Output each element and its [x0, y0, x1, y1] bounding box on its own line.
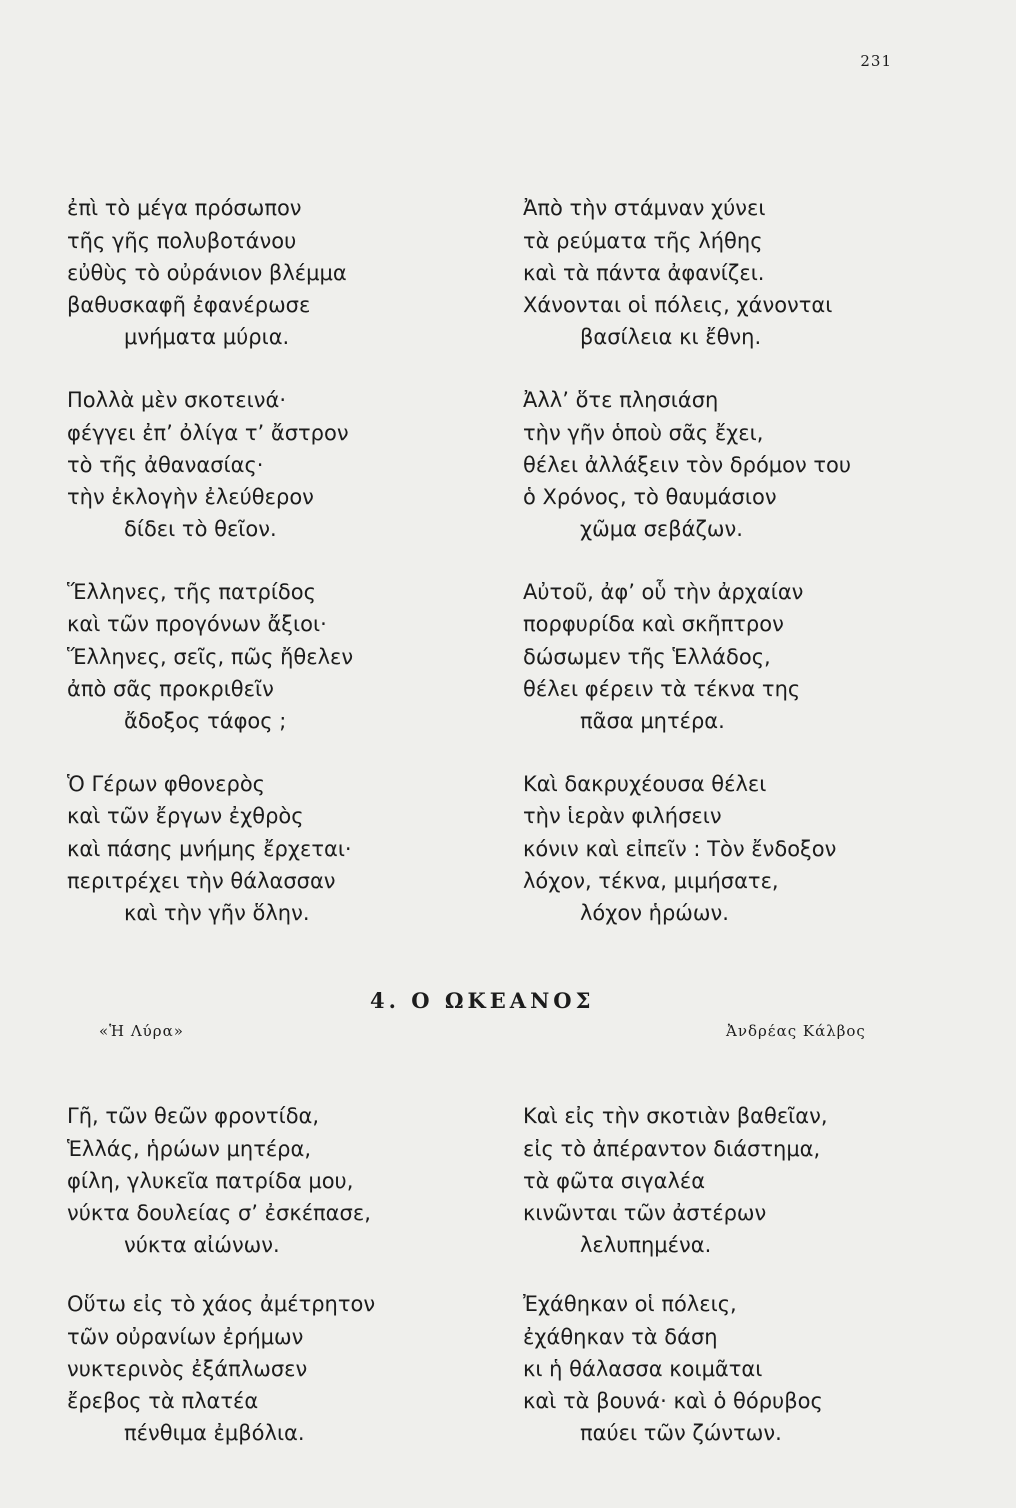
poem-column-top-left	[67, 128, 353, 1073]
poem-line: νυκτερινὸς ἐξάπλωσεν	[67, 1356, 308, 1381]
poem-line: καὶ τὰ βουνά· καὶ ὁ θόρυβος	[523, 1388, 823, 1413]
poem-line: λελυπημένα.	[580, 1233, 712, 1258]
poem-line: Ἀλλ’ ὅτε πλησιάση	[523, 388, 719, 413]
poem-line: εὐθὺς τὸ οὐράνιον βλέμμα	[67, 260, 347, 285]
poem-line: τὸ τῆς ἀθανασίας·	[67, 452, 264, 477]
poem-line: μνήματα μύρια.	[124, 325, 290, 350]
poem-line: δώσωμεν τῆς Ἑλλάδος,	[523, 644, 771, 669]
stanza-group	[523, 192, 866, 929]
poem-line: τὴν ἐκλογὴν ἐλεύθερον	[67, 484, 314, 509]
poem-line: δίδει τὸ θεῖον.	[124, 517, 277, 542]
poem-line: ἄδοξος τάφος ;	[124, 709, 287, 734]
poem-line: πᾶσα μητέρα.	[580, 709, 725, 734]
poem-line: νύκτα αἰώνων.	[124, 1233, 280, 1258]
stanza	[523, 1100, 828, 1261]
poem-line: λόχον, τέκνα, μιμήσατε,	[523, 868, 779, 893]
stanza	[523, 1288, 828, 1449]
poem-column-bottom-left	[67, 1036, 375, 1508]
poem-line: θέλει ἀλλάξειν τὸν δρόμον του	[523, 452, 852, 477]
poem-line: τὰ ρεύματα τῆς λήθης	[523, 228, 763, 253]
poem-line: χῶμα σεβάζων.	[580, 517, 743, 542]
poem-line: περιτρέχει τὴν θάλασσαν	[67, 868, 336, 893]
stanza	[67, 1288, 375, 1449]
poem-line: Πολλὰ μὲν σκοτεινά·	[67, 388, 287, 413]
stanza	[67, 1100, 375, 1261]
stanza	[67, 768, 353, 929]
poem-line: Καὶ δακρυχέουσα θέλει	[523, 772, 767, 797]
poem-line: τὴν ἱερὰν φιλήσειν	[523, 804, 722, 829]
poem-line: τῶν οὐρανίων ἐρήμων	[67, 1324, 304, 1349]
poem-line: Χάνονται οἱ πόλεις, χάνονται	[523, 292, 833, 317]
poem-line: Οὕτω εἰς τὸ χάος ἀμέτρητον	[67, 1292, 376, 1317]
poem-line: Ἀπὸ τὴν στάμναν χύνει	[523, 196, 766, 221]
stanza	[523, 576, 866, 737]
poem-line: βασίλεια κι ἔθνη.	[580, 325, 762, 350]
poem-line: Καὶ εἰς τὴν σκοτιὰν βαθεῖαν,	[523, 1104, 828, 1129]
poem-line: ὁ Χρόνος, τὸ θαυμάσιον	[523, 484, 777, 509]
poem-line: φέγγει ἐπ’ ὀλίγα τ’ ἄστρον	[67, 420, 349, 445]
poem-line: καὶ τῶν ἔργων ἐχθρὸς	[67, 804, 304, 829]
poem-line: Ἕλληνες, τῆς πατρίδος	[67, 580, 316, 605]
poem-line: τῆς γῆς πολυβοτάνου	[67, 228, 297, 253]
poem-line: τὰ φῶτα σιγαλέα	[523, 1168, 706, 1193]
stanza-group	[67, 192, 353, 929]
poem-line: κινῶνται τῶν ἀστέρων	[523, 1200, 767, 1225]
poem-line: καὶ τῶν προγόνων ἄξιοι·	[67, 612, 327, 637]
page-number: 231	[860, 52, 892, 70]
poem-line: ἔρεβος τὰ πλατέα	[67, 1388, 259, 1413]
stanza-group	[523, 1100, 828, 1449]
poem-line: κόνιν καὶ εἰπεῖν : Τὸν ἔνδοξον	[523, 836, 837, 861]
poem-line: Ἑλλάς, ἡρώων μητέρα,	[67, 1136, 312, 1161]
poem-line: Ὁ Γέρων φθονερὸς	[67, 772, 265, 797]
poem-line: καὶ τὴν γῆν ὅλην.	[124, 900, 310, 925]
poem-line: ἐπὶ τὸ μέγα πρόσωπον	[67, 196, 302, 221]
poem-line: Ἐχάθηκαν οἱ πόλεις,	[523, 1292, 737, 1317]
stanza	[67, 192, 353, 353]
poem-column-bottom-right	[523, 1036, 828, 1508]
poem-line: καὶ τὰ πάντα ἀφανίζει.	[523, 260, 765, 285]
poem-line: λόχον ἡρώων.	[580, 900, 729, 925]
stanza	[67, 384, 353, 545]
poem-line: κι ἡ θάλασσα κοιμᾶται	[523, 1356, 763, 1381]
poem-line: θέλει φέρειν τὰ τέκνα της	[523, 676, 801, 701]
poem-line: τὴν γῆν ὁποὺ σᾶς ἔχει,	[523, 420, 764, 445]
poem-line: ἐχάθηκαν τὰ δάση	[523, 1324, 718, 1349]
stanza-group	[67, 1100, 375, 1449]
poem-line: Ἕλληνες, σεῖς, πῶς ἤθελεν	[67, 644, 354, 669]
poem-line: ἀπὸ σᾶς προκριθεῖν	[67, 676, 274, 701]
poem-line: παύει τῶν ζώντων.	[580, 1421, 782, 1446]
poem-line: εἰς τὸ ἀπέραντον διάστημα,	[523, 1136, 821, 1161]
section-heading: 4. Ο ΩΚΕΑΝΟΣ	[370, 988, 595, 1013]
poem-line: πορφυρίδα καὶ σκῆπτρον	[523, 612, 784, 637]
poem-line: νύκτα δουλείας σ’ ἐσκέπασε,	[67, 1200, 371, 1225]
poem-source: «Ἡ Λύρα»	[99, 1021, 184, 1040]
poem-column-top-right	[523, 128, 866, 1073]
stanza	[523, 768, 866, 929]
poem-line: φίλη, γλυκεῖα πατρίδα μου,	[67, 1168, 354, 1193]
poem-line: καὶ πάσης μνήμης ἔρχεται·	[67, 836, 352, 861]
poem-line: Αὐτοῦ, ἀφ’ οὗ τὴν ἀρχαίαν	[523, 580, 804, 605]
stanza	[67, 576, 353, 737]
stanza	[523, 384, 866, 545]
poem-line: πένθιμα ἐμβόλια.	[124, 1421, 305, 1446]
poem-line: βαθυσκαφῆ ἐφανέρωσε	[67, 292, 311, 317]
stanza	[523, 192, 866, 353]
poem-line: Γῆ, τῶν θεῶν φροντίδα,	[67, 1104, 320, 1129]
poem-author: Ἀνδρέας Κάλβος	[726, 1021, 866, 1040]
